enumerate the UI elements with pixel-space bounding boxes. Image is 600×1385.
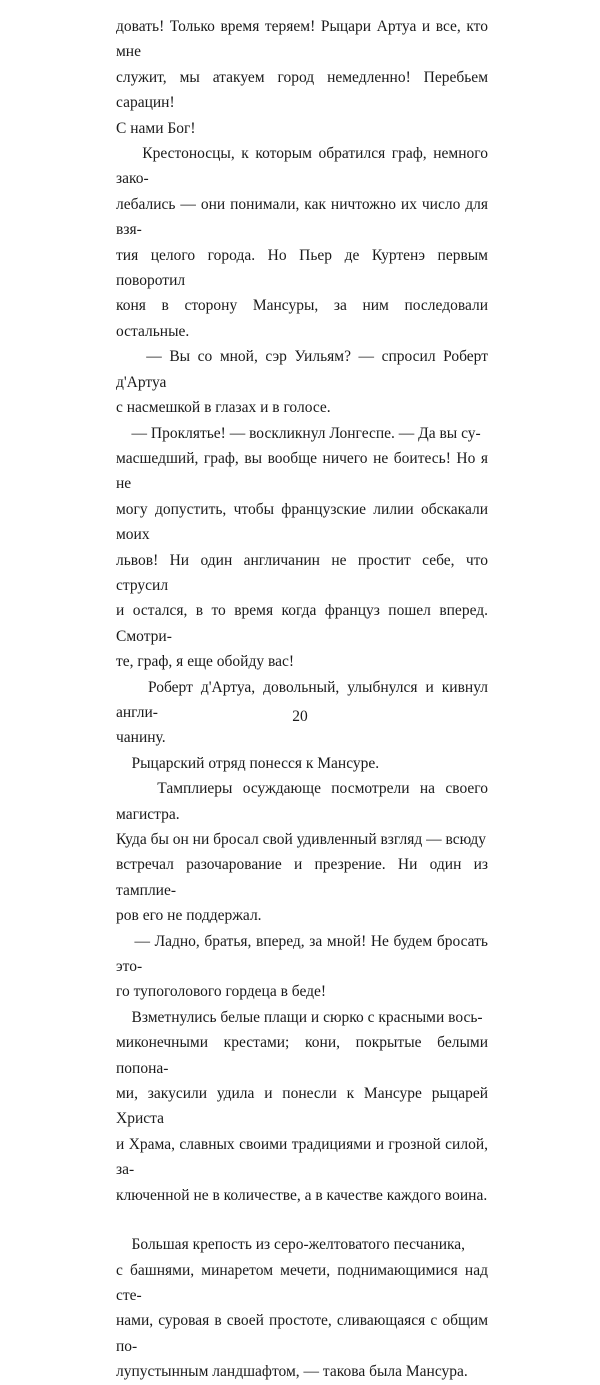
paragraph-9: Взметнулись белые плащи и сюрко с красными вось- миконечными крестами; кони, покрытые белыми попона- ми, закусили удила и понесли к Мансуре рыцарей Христа и Храма, славных своими традициями и грозной силой, за- ключенной не в количестве, а в качестве каждого воина. <box>116 1008 488 1204</box>
page-text <box>116 14 488 1385</box>
paragraph-1: довать! Только время теряем! Рыцари Артуа и все, кто мне служит, мы атакуем город немедленно! Перебьем сарацин! С нами Бог! <box>116 18 488 137</box>
paragraph-8: — Ладно, братья, вперед, за мной! Не будем бросать это- го тупоголового гордеца в беде! <box>116 932 488 1001</box>
paragraph-10: Большая крепость из серо-желтоватого песчаника, с башнями, минаретом мечети, поднимающимися над сте- нами, суровая в своей простоте, сливающаяся с общим по- лупустынным ландшафтом, — такова была Мансура. <box>116 1236 488 1381</box>
paragraph-7: Тамплиеры осуждающе посмотрели на своего магистра. Куда бы он ни бросал свой удивленный взгляд — всюду встречал разочарование и презрение. Ни один из тамплие- ров его не поддержал. <box>116 780 488 925</box>
paragraph-5: Роберт д'Артуа, довольный, улыбнулся и кивнул англи- чанину. <box>116 678 488 747</box>
paragraph-6: Рыцарский отряд понесся к Мансуре. <box>116 754 380 772</box>
paragraph-3: — Вы со мной, сэр Уильям? — спросил Роберт д'Артуа с насмешкой в глазах и в голосе. <box>116 348 488 417</box>
paragraph-4: — Проклятье! — воскликнул Лонгеспе. — Да вы су- масшедший, граф, вы вообще ничего не боитесь! Но я не могу допустить, чтобы французские лилии обскакали моих львов! Ни один англичанин не простит себе, что струсил и остался, в то время когда француз пошел вперед. Смотри- те, граф, я еще обойду вас! <box>116 424 488 671</box>
page-number: 20 <box>292 708 308 725</box>
paragraph-2: Крестоносцы, к которым обратился граф, немного зако- лебались — они понимали, как ничтожно их число для взя- тия целого города. Но Пьер де Куртенэ первым поворотил коня в сторону Мансуры, за ним последовали остальные. <box>116 145 488 340</box>
